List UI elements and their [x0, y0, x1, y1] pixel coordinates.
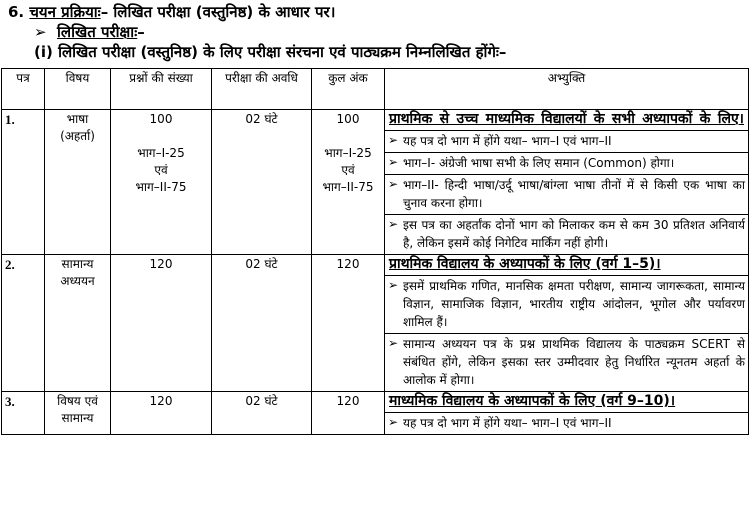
row-number: 3. — [2, 392, 45, 435]
row-number: 1. — [2, 110, 45, 255]
questions-part2: भाग–II-75 — [135, 180, 187, 194]
remark-title: माध्यमिक विद्यालय के अध्यापकों के लिए (वर्ग 9–10)। — [389, 393, 676, 409]
list-item — [385, 275, 748, 333]
arrow-bullet-icon: ➢ — [388, 278, 399, 292]
exam-structure-table — [1, 68, 749, 435]
header-questions: प्रश्नों की संख्या — [111, 69, 212, 110]
remark-title: प्राथमिक से उच्च माध्यमिक विद्यालयों के सभी अध्यापकों के लिए। — [389, 111, 744, 127]
point-text: इसमें प्राथमिक गणित, मानसिक क्षमता परीक्षण, सामान्य जागरूकता, सामान्य विज्ञान, सामाजिक विज्ञान, भारतीय राष्ट्रीय आंदोलन, भूगोल और पर्यावरण शामिल हैं। — [403, 279, 745, 329]
subject-cell — [45, 255, 111, 392]
subject-line: विषय एवं — [57, 394, 98, 408]
list-item — [385, 214, 748, 254]
point-text: यह पत्र दो भाग में होंगे यथा– भाग–I एवं भाग–II — [403, 134, 612, 148]
arrow-bullet-icon: ➢ — [388, 177, 399, 191]
marks-cell — [312, 110, 385, 255]
section-text: – लिखित परीक्षा (वस्तुनिष्ठ) के आधार पर। — [100, 3, 336, 21]
subject-line: भाषा — [66, 112, 89, 126]
questions-cell: 120 — [111, 392, 212, 435]
questions-cell: 120 — [111, 255, 212, 392]
subsection-heading — [34, 22, 145, 42]
header-marks: कुल अंक — [312, 69, 385, 110]
table-header-row — [2, 69, 749, 110]
remark-title: प्राथमिक विद्यालय के अध्यापकों के लिए (वर्ग 1–5)। — [389, 256, 661, 272]
marks-and: एवं — [341, 163, 355, 177]
header-remarks: अभ्युक्ति — [385, 69, 749, 110]
subject-line: सामान्य — [61, 257, 94, 271]
table-row — [2, 392, 749, 435]
subsection-label: लिखित परीक्षाः — [57, 23, 138, 41]
list-item — [385, 130, 748, 152]
list-item — [385, 412, 748, 434]
list-item — [385, 333, 748, 391]
header-subject: विषय — [45, 69, 111, 110]
questions-and: एवं — [154, 163, 168, 177]
arrow-bullet-icon: ➢ — [388, 336, 399, 350]
marks-total: 100 — [336, 112, 360, 126]
section-label: चयन प्रक्रियाः — [29, 3, 101, 21]
questions-part1: भाग–I-25 — [137, 146, 185, 160]
row-number: 2. — [2, 255, 45, 392]
subject-cell — [45, 392, 111, 435]
remarks-cell — [385, 255, 749, 392]
marks-cell: 120 — [312, 392, 385, 435]
list-item — [385, 152, 748, 174]
subject-cell — [45, 110, 111, 255]
header-duration: परीक्षा की अवधि — [212, 69, 312, 110]
marks-part1: भाग–I-25 — [324, 146, 372, 160]
questions-total: 100 — [149, 112, 173, 126]
marks-cell: 120 — [312, 255, 385, 392]
remarks-cell — [385, 392, 749, 435]
questions-cell — [111, 110, 212, 255]
section-heading — [8, 2, 335, 22]
arrow-bullet-icon: ➢ — [388, 217, 399, 231]
point-text: यह पत्र दो भाग में होंगे यथा– भाग–I एवं भाग–II — [403, 416, 612, 430]
subject-line: अध्ययन — [60, 274, 95, 288]
arrow-bullet-icon: ➢ — [388, 155, 399, 169]
point-text: भाग–I- अंग्रेजी भाषा सभी के लिए समान (Common) होगा। — [403, 156, 675, 170]
table-row — [2, 255, 749, 392]
list-item — [385, 174, 748, 214]
point-text: भाग–II- हिन्दी भाषा/उर्दू भाषा/बांग्ला भाषा तीनों में से किसी एक भाषा का चुनाव करना होगा। — [403, 178, 745, 210]
section-number: 6. — [8, 3, 30, 21]
remarks-cell — [385, 110, 749, 255]
subject-line: सामान्य — [61, 411, 94, 425]
subsection-dash: – — [137, 23, 145, 41]
point-text: इस पत्र का अहर्तांक दोनों भाग को मिलाकर कम से कम 30 प्रतिशत अनिवार्य है, लेकिन इसमें कोई निगेटिव मार्किंग नहीं होगी। — [403, 218, 745, 250]
table-row — [2, 110, 749, 255]
header-paper: पत्र — [2, 69, 45, 110]
arrow-bullet-icon: ➢ — [388, 133, 399, 147]
arrow-bullet-icon: ➢ — [388, 415, 399, 429]
point-text: सामान्य अध्ययन पत्र के प्रश्न प्राथमिक विद्यालय के पाठ्यक्रम SCERT से संबंधित होंगे, लेकिन इसका स्तर उम्मीदवार हेतु निर्धारित न्यूनतम अहर्ता के आलोक में होगा। — [403, 337, 745, 387]
duration-cell: 02 घंटे — [212, 110, 312, 255]
intro-text: (i) लिखित परीक्षा (वस्तुनिष्ठ) के लिए परीक्षा संरचना एवं पाठ्यक्रम निम्नलिखित होंगेः– — [34, 43, 507, 61]
marks-part2: भाग–II-75 — [322, 180, 374, 194]
duration-cell: 02 घंटे — [212, 392, 312, 435]
duration-cell: 02 घंटे — [212, 255, 312, 392]
subject-line: (अहर्ता) — [60, 129, 95, 143]
arrow-bullet-icon: ➢ — [34, 23, 47, 41]
